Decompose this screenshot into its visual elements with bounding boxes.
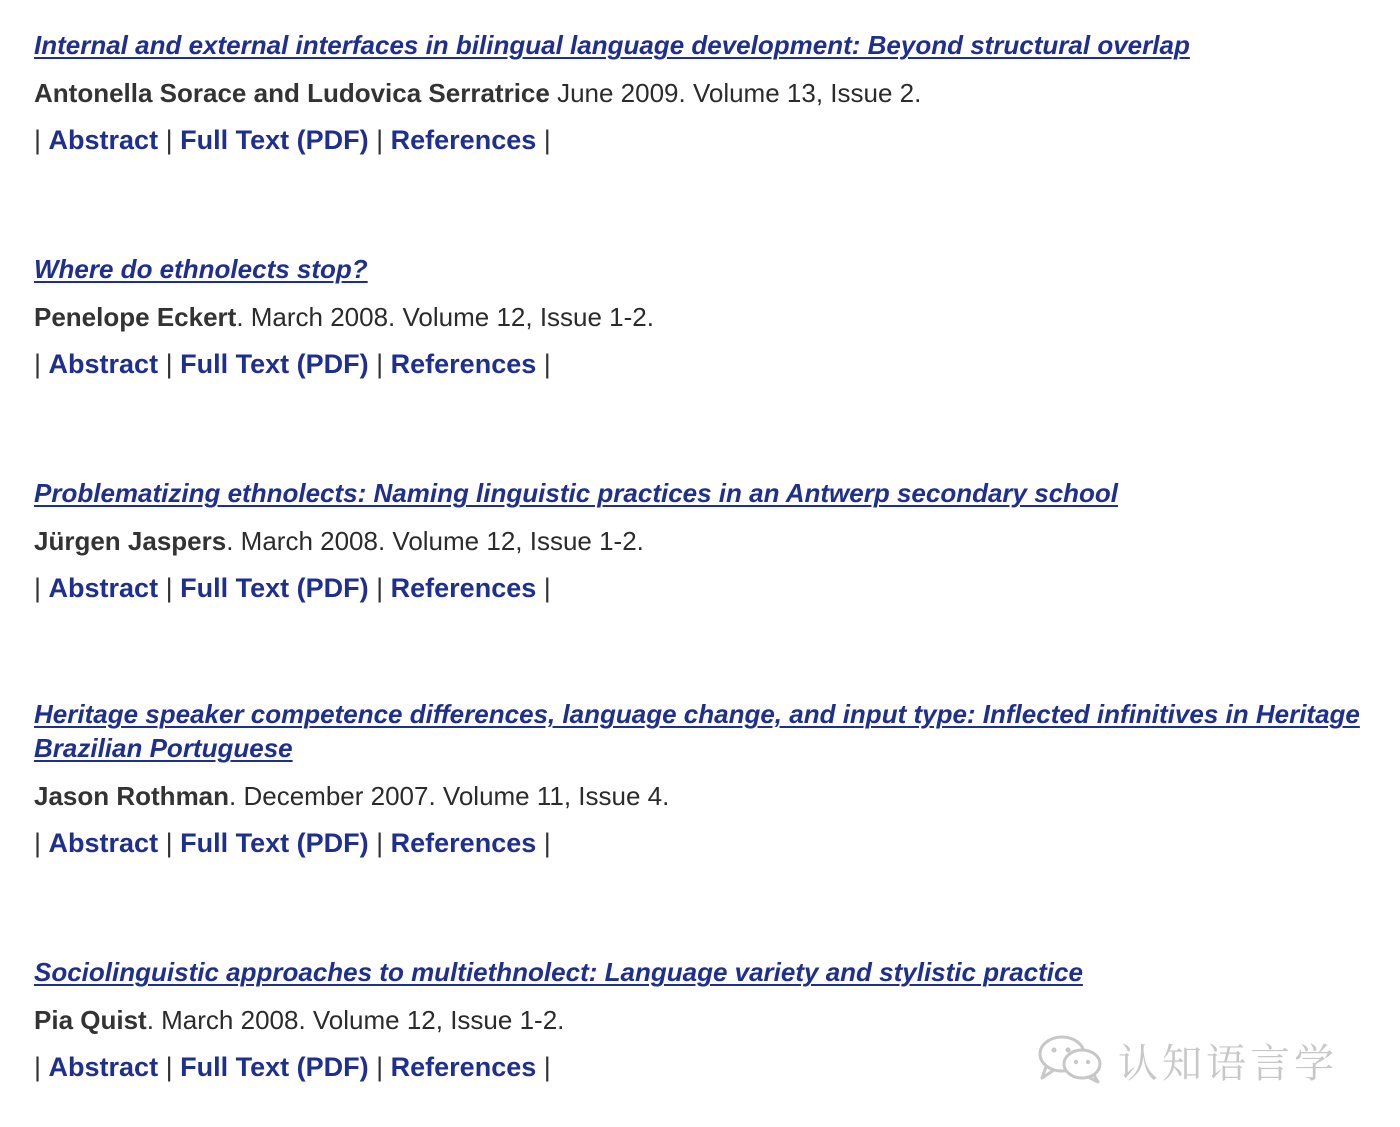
article-authors: Antonella Sorace and Ludovica Serratrice xyxy=(34,78,550,108)
abstract-link[interactable]: Abstract xyxy=(48,125,159,155)
link-separator: | xyxy=(543,828,551,858)
article-title-link[interactable]: Heritage speaker competence differences, language change, and input type: Inflected infinitives in Heritage Brazilian Portuguese xyxy=(34,699,1360,763)
references-link[interactable]: References xyxy=(390,828,537,858)
article-links xyxy=(34,123,1364,157)
wechat-icon xyxy=(1036,1032,1106,1089)
watermark-text: 认知语言学 xyxy=(1118,1040,1338,1087)
article-meta xyxy=(34,779,1364,813)
link-separator: | xyxy=(376,349,384,379)
article-meta xyxy=(34,524,1364,558)
full-text-pdf-link[interactable]: Full Text (PDF) xyxy=(180,125,369,155)
full-text-pdf-link[interactable]: Full Text (PDF) xyxy=(180,573,369,603)
article-authors: Jürgen Jaspers xyxy=(34,526,227,556)
article-title-link[interactable]: Problematizing ethnolects: Naming linguistic practices in an Antwerp secondary school xyxy=(34,478,1119,508)
article-title-link[interactable]: Where do ethnolects stop? xyxy=(34,254,368,284)
link-separator: | xyxy=(165,573,173,603)
link-separator: | xyxy=(376,125,384,155)
link-separator: | xyxy=(165,125,173,155)
article-citation: . December 2007. Volume 11, Issue 4. xyxy=(229,781,670,811)
full-text-pdf-link[interactable]: Full Text (PDF) xyxy=(180,828,369,858)
link-separator: | xyxy=(34,1052,42,1082)
references-link[interactable]: References xyxy=(390,1052,537,1082)
full-text-pdf-link[interactable]: Full Text (PDF) xyxy=(180,1052,369,1082)
link-separator: | xyxy=(543,573,551,603)
article-entry xyxy=(34,252,1364,381)
link-separator: | xyxy=(376,828,384,858)
link-separator: | xyxy=(34,828,42,858)
link-separator: | xyxy=(543,125,551,155)
article-authors: Pia Quist xyxy=(34,1005,147,1035)
abstract-link[interactable]: Abstract xyxy=(48,573,159,603)
link-separator: | xyxy=(165,1052,173,1082)
article-meta xyxy=(34,300,1364,334)
link-separator: | xyxy=(34,573,42,603)
references-link[interactable]: References xyxy=(390,573,537,603)
article-links xyxy=(34,826,1364,860)
article-citation: . March 2008. Volume 12, Issue 1-2. xyxy=(236,302,654,332)
article-links xyxy=(34,571,1364,605)
link-separator: | xyxy=(34,349,42,379)
article-citation: . March 2008. Volume 12, Issue 1-2. xyxy=(226,526,644,556)
abstract-link[interactable]: Abstract xyxy=(48,828,159,858)
link-separator: | xyxy=(376,1052,384,1082)
article-entry xyxy=(34,28,1364,157)
full-text-pdf-link[interactable]: Full Text (PDF) xyxy=(180,349,369,379)
article-meta xyxy=(34,76,1364,110)
link-separator: | xyxy=(543,349,551,379)
article-links xyxy=(34,347,1364,381)
references-link[interactable]: References xyxy=(390,125,537,155)
article-title-link[interactable]: Sociolinguistic approaches to multiethnolect: Language variety and stylistic practice xyxy=(34,957,1083,987)
article-authors: Jason Rothman xyxy=(34,781,230,811)
link-separator: | xyxy=(165,349,173,379)
link-separator: | xyxy=(543,1052,551,1082)
abstract-link[interactable]: Abstract xyxy=(48,349,159,379)
watermark xyxy=(1036,1030,1338,1090)
article-citation: . March 2008. Volume 12, Issue 1-2. xyxy=(146,1005,565,1035)
references-link[interactable]: References xyxy=(390,349,537,379)
link-separator: | xyxy=(376,573,384,603)
article-entry xyxy=(34,476,1364,605)
article-citation: June 2009. Volume 13, Issue 2. xyxy=(549,78,922,108)
abstract-link[interactable]: Abstract xyxy=(48,1052,159,1082)
article-authors: Penelope Eckert xyxy=(34,302,237,332)
link-separator: | xyxy=(34,125,42,155)
link-separator: | xyxy=(165,828,173,858)
article-entry xyxy=(34,697,1364,860)
article-title-link[interactable]: Internal and external interfaces in bilingual language development: Beyond structural overlap xyxy=(34,30,1190,60)
